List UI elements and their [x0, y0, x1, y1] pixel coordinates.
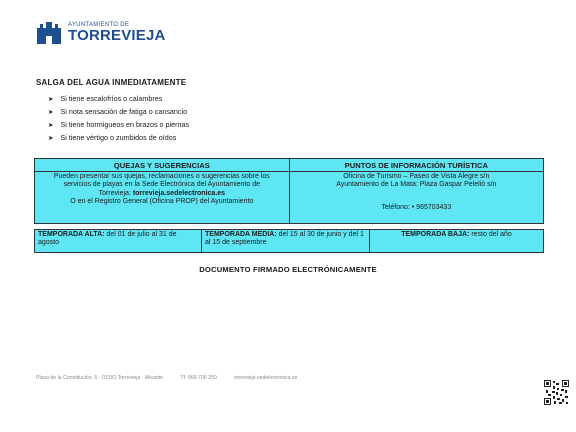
season-high: [35, 230, 202, 253]
season-text: del 15 al 30 de junio y del 1 al 15 de septiembre: [205, 231, 364, 247]
season-medium: [202, 230, 370, 253]
sede-link[interactable]: torrevieja.sedelectronica.es: [132, 189, 226, 197]
list-item-text: Si tiene escalofríos o calambres: [60, 94, 163, 103]
complaints-line: O en el Registro General (Oficina PROP) del Ayuntamiento: [70, 197, 254, 205]
qr-code-icon: [544, 380, 569, 405]
footer-phone: Tf. 966 706 250: [180, 375, 217, 381]
tourist-info-header: PUNTOS DE INFORMACIÓN TURÍSTICA: [289, 159, 543, 172]
season-label: TEMPORADA ALTA:: [38, 231, 105, 238]
season-label: TEMPORADA BAJA:: [401, 231, 470, 238]
footer-web[interactable]: torrevieja.sedelectronica.es: [234, 375, 298, 381]
tourist-info-cell: [289, 172, 543, 224]
arrow-bullet-icon: ➤: [48, 121, 54, 129]
signed-notice: DOCUMENTO FIRMADO ELECTRÓNICAMENTE: [199, 265, 377, 274]
season-text: del 01 de julio al 31 de agosto: [38, 231, 177, 247]
list-item-text: Si tiene vértigo o zumbidos de oídos: [60, 133, 177, 142]
page-footer: [36, 375, 313, 381]
arrow-bullet-icon: ➤: [48, 108, 54, 116]
tourist-info-line: Oficina de Turismo – Paseo de Vista Alegre s/n: [343, 173, 490, 180]
complaints-cell: [35, 172, 290, 224]
complaints-line: servicios de playas en la Sede Electrónica del Ayuntamiento de: [63, 181, 261, 189]
season-text: resto del año: [469, 231, 512, 238]
footer-address: Plaza de la Constitución, 5 · 03181 Torrevieja · Alicante: [36, 375, 164, 381]
ayuntamiento-logo: [36, 20, 166, 44]
arrow-bullet-icon: ➤: [48, 134, 54, 142]
season-low: [370, 230, 544, 253]
list-item-text: Si tiene hormigueos en brazos o piernas: [60, 120, 190, 129]
season-label: TEMPORADA MEDIA:: [205, 231, 277, 238]
list-item: [48, 131, 189, 144]
warning-list: [48, 92, 189, 144]
tourist-phone: Teléfono: • 965703433: [381, 203, 452, 211]
tower-icon: [36, 20, 62, 44]
list-item: [48, 105, 189, 118]
complaints-header: QUEJAS Y SUGERENCIAS: [35, 159, 290, 172]
list-item: [48, 118, 189, 131]
arrow-bullet-icon: ➤: [48, 95, 54, 103]
tourist-info-line: Ayuntamiento de La Mata: Plaza Gaspar Peleliò s/n: [336, 181, 497, 189]
complaints-line: Pueden presentar sus quejas, reclamaciones o sugerencias sobre los: [53, 173, 270, 180]
seasons-table: [34, 229, 544, 253]
list-item: [48, 92, 189, 105]
list-item-text: Si nota sensación de fatiga o cansancio: [60, 107, 188, 116]
info-table: [34, 158, 544, 224]
warning-heading: SALGA DEL AGUA INMEDIATAMENTE: [36, 78, 187, 87]
complaints-line: Torrevieja:: [98, 189, 131, 197]
logo-title: TORREVIEJA: [68, 26, 166, 44]
logo-subtitle: AYUNTAMIENTO DE: [68, 21, 130, 28]
